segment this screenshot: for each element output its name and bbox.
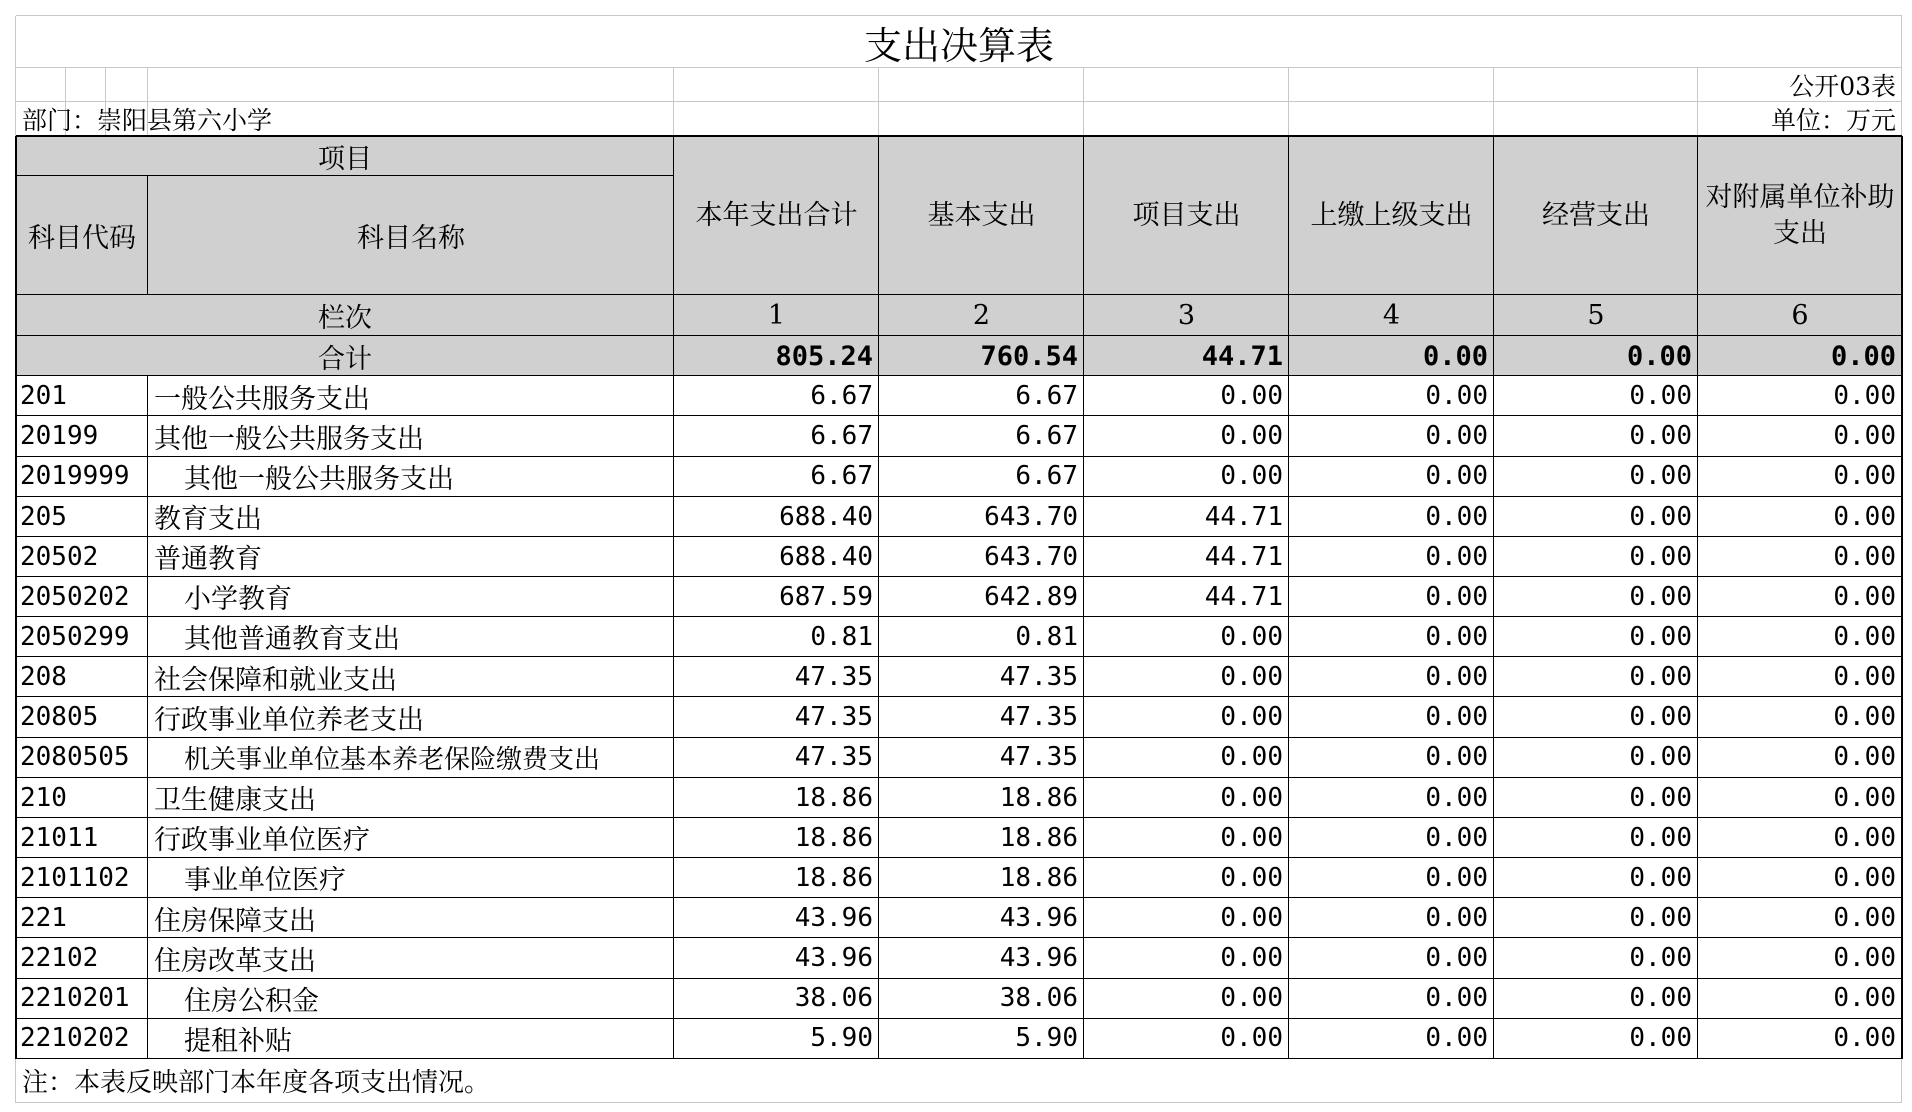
row-value: 47.35 <box>794 742 873 773</box>
row-value: 0.00 <box>1220 822 1283 853</box>
row-value: 0.00 <box>1629 461 1692 492</box>
row-value: 47.35 <box>999 702 1078 733</box>
row-value: 0.00 <box>1220 662 1283 693</box>
row-value: 0.00 <box>1425 461 1488 492</box>
row-value: 0.00 <box>1629 501 1692 532</box>
row-value: 47.35 <box>999 662 1078 693</box>
row-value: 0.00 <box>1833 943 1896 974</box>
row-value: 6.67 <box>1015 381 1078 412</box>
row-value: 38.06 <box>999 983 1078 1014</box>
row-value: 0.00 <box>1629 943 1692 974</box>
header-row-label: 栏次 <box>318 303 372 334</box>
row-value: 0.00 <box>1425 903 1488 933</box>
row-value: 18.86 <box>999 862 1078 893</box>
row-value: 47.35 <box>794 702 873 733</box>
row-value: 18.86 <box>794 822 873 853</box>
row-value: 0.00 <box>1220 782 1283 813</box>
row-value: 0.00 <box>1425 702 1488 733</box>
row-name: 小学教育 <box>184 584 292 616</box>
row-value: 44.71 <box>1204 581 1283 612</box>
total-value: 760.54 <box>980 340 1078 372</box>
row-value: 0.00 <box>1629 782 1692 813</box>
row-value: 0.00 <box>1629 581 1692 612</box>
row-value: 0.00 <box>1220 862 1283 893</box>
grid-line <box>1083 68 1084 136</box>
header-column: 基本支出 <box>927 199 1036 231</box>
row-value: 0.00 <box>1629 1023 1692 1054</box>
row-value: 0.00 <box>1220 421 1283 452</box>
table-note: 注：本表反映部门本年度各项支出情况。 <box>22 1068 491 1099</box>
row-code: 2019999 <box>20 461 130 492</box>
row-value: 0.00 <box>1425 1023 1488 1054</box>
row-value: 0.00 <box>1425 943 1488 974</box>
row-name: 卫生健康支出 <box>154 785 316 817</box>
row-value: 0.00 <box>1220 1023 1283 1054</box>
row-value: 43.96 <box>999 903 1078 933</box>
header-project: 项目 <box>318 143 372 175</box>
grid-line <box>1493 68 1494 136</box>
row-code: 21011 <box>20 822 99 853</box>
total-value: 44.71 <box>1201 340 1283 372</box>
column-number: 4 <box>1382 300 1401 331</box>
row-value: 0.00 <box>1833 621 1896 652</box>
row-code: 20199 <box>20 421 99 452</box>
row-name: 住房保障支出 <box>154 905 316 937</box>
row-code: 221 <box>20 903 67 933</box>
row-value: 43.96 <box>794 903 873 933</box>
row-value: 0.00 <box>1220 903 1283 933</box>
row-code: 201 <box>20 381 67 412</box>
row-value: 0.81 <box>810 621 873 652</box>
row-value: 0.00 <box>1833 822 1896 853</box>
row-code: 2050202 <box>20 581 130 612</box>
row-name: 其他一般公共服务支出 <box>154 423 424 455</box>
row-name: 住房公积金 <box>184 985 319 1017</box>
row-value: 0.00 <box>1425 983 1488 1014</box>
row-value: 0.00 <box>1220 381 1283 412</box>
row-value: 0.00 <box>1629 903 1692 933</box>
department-label: 部门：崇阳县第六小学 <box>22 106 273 135</box>
header-column: 对附属单位补助支出 <box>1705 181 1895 249</box>
row-name: 住房改革支出 <box>154 945 316 977</box>
row-value: 0.00 <box>1425 581 1488 612</box>
total-value: 805.24 <box>775 340 873 372</box>
row-code: 2101102 <box>20 862 130 893</box>
row-value: 0.81 <box>1015 621 1078 652</box>
row-value: 0.00 <box>1220 621 1283 652</box>
row-name: 一般公共服务支出 <box>154 383 370 415</box>
row-value: 0.00 <box>1425 381 1488 412</box>
row-value: 18.86 <box>794 862 873 893</box>
row-value: 0.00 <box>1833 461 1896 492</box>
row-value: 6.67 <box>1015 461 1078 492</box>
row-value: 43.96 <box>999 943 1078 974</box>
column-number: 1 <box>767 300 786 331</box>
row-name: 普通教育 <box>154 544 262 576</box>
row-value: 0.00 <box>1833 581 1896 612</box>
row-value: 5.90 <box>810 1023 873 1054</box>
header-column: 经营支出 <box>1542 199 1650 231</box>
row-value: 0.00 <box>1220 983 1283 1014</box>
total-value: 0.00 <box>1422 340 1488 372</box>
row-value: 688.40 <box>779 501 873 532</box>
row-value: 0.00 <box>1629 822 1692 853</box>
row-value: 0.00 <box>1833 662 1896 693</box>
row-code: 22102 <box>20 943 99 974</box>
row-value: 0.00 <box>1629 621 1692 652</box>
row-value: 0.00 <box>1833 702 1896 733</box>
row-code: 2210202 <box>20 1023 130 1054</box>
row-name: 社会保障和就业支出 <box>154 664 397 696</box>
row-value: 0.00 <box>1220 702 1283 733</box>
row-value: 0.00 <box>1629 381 1692 412</box>
row-value: 0.00 <box>1833 983 1896 1014</box>
row-code: 2210201 <box>20 983 130 1014</box>
row-value: 643.70 <box>984 501 1078 532</box>
row-value: 0.00 <box>1833 903 1896 933</box>
header-column: 项目支出 <box>1132 199 1241 231</box>
row-name: 机关事业单位基本养老保险缴费支出 <box>184 744 601 775</box>
header-column: 本年支出合计 <box>695 199 858 231</box>
row-value: 43.96 <box>794 943 873 974</box>
row-value: 0.00 <box>1833 782 1896 813</box>
row-value: 643.70 <box>984 541 1078 572</box>
row-value: 47.35 <box>794 662 873 693</box>
row-value: 6.67 <box>810 381 873 412</box>
column-number: 3 <box>1177 300 1196 331</box>
form-number: 公开03表 <box>1789 72 1896 101</box>
row-value: 18.86 <box>999 822 1078 853</box>
row-value: 0.00 <box>1833 501 1896 532</box>
row-value: 0.00 <box>1425 862 1488 893</box>
row-value: 0.00 <box>1629 862 1692 893</box>
row-value: 0.00 <box>1425 421 1488 452</box>
row-code: 205 <box>20 501 67 532</box>
row-value: 0.00 <box>1629 421 1692 452</box>
row-value: 0.00 <box>1833 381 1896 412</box>
row-name: 事业单位医疗 <box>184 865 346 897</box>
row-value: 0.00 <box>1629 742 1692 773</box>
row-value: 6.67 <box>810 421 873 452</box>
row-value: 0.00 <box>1425 541 1488 572</box>
row-value: 0.00 <box>1220 461 1283 492</box>
row-value: 38.06 <box>794 983 873 1014</box>
header-name: 科目名称 <box>357 223 465 254</box>
row-code: 2080505 <box>20 742 130 773</box>
row-value: 0.00 <box>1425 782 1488 813</box>
row-name: 行政事业单位医疗 <box>154 825 370 857</box>
row-value: 687.59 <box>779 581 873 612</box>
grid-line <box>673 68 674 136</box>
row-value: 0.00 <box>1833 742 1896 773</box>
row-name: 提租补贴 <box>184 1025 292 1057</box>
row-value: 44.71 <box>1204 541 1283 572</box>
row-value: 0.00 <box>1220 742 1283 773</box>
grid-line <box>1288 68 1289 136</box>
row-name: 其他普通教育支出 <box>184 624 400 656</box>
total-value: 0.00 <box>1626 340 1692 372</box>
page-title: 支出决算表 <box>863 23 1054 68</box>
row-value: 5.90 <box>1015 1023 1078 1054</box>
row-value: 0.00 <box>1833 1023 1896 1054</box>
row-value: 18.86 <box>999 782 1078 813</box>
row-value: 0.00 <box>1629 662 1692 693</box>
row-value: 0.00 <box>1425 621 1488 652</box>
grid-line <box>1901 136 1903 1059</box>
grid-line <box>878 68 879 136</box>
row-name: 教育支出 <box>154 504 262 535</box>
row-code: 20502 <box>20 541 99 572</box>
row-value: 18.86 <box>794 782 873 813</box>
row-name: 行政事业单位养老支出 <box>154 704 424 736</box>
row-value: 642.89 <box>984 581 1078 612</box>
row-value: 6.67 <box>810 461 873 492</box>
row-value: 0.00 <box>1833 421 1896 452</box>
row-value: 0.00 <box>1833 862 1896 893</box>
column-number: 6 <box>1791 300 1809 331</box>
header-code: 科目代码 <box>28 223 136 254</box>
row-value: 0.00 <box>1425 662 1488 693</box>
row-value: 44.71 <box>1204 501 1283 532</box>
grid-line <box>15 1059 16 1103</box>
column-number: 2 <box>972 300 991 331</box>
row-value: 0.00 <box>1220 943 1283 974</box>
row-code: 20805 <box>20 702 99 733</box>
row-code: 208 <box>20 662 67 693</box>
column-number: 5 <box>1587 300 1605 331</box>
row-value: 0.00 <box>1629 541 1692 572</box>
total-value: 0.00 <box>1830 340 1896 372</box>
row-value: 0.00 <box>1833 541 1896 572</box>
total-label: 合计 <box>318 343 372 375</box>
unit-label: 单位：万元 <box>1770 106 1896 135</box>
header-column: 上缴上级支出 <box>1310 199 1473 231</box>
row-value: 0.00 <box>1425 822 1488 853</box>
row-code: 210 <box>20 782 67 813</box>
row-value: 6.67 <box>1015 421 1078 452</box>
row-value: 0.00 <box>1425 742 1488 773</box>
row-value: 688.40 <box>779 541 873 572</box>
row-value: 47.35 <box>999 742 1078 773</box>
row-name: 其他一般公共服务支出 <box>184 463 454 495</box>
row-value: 0.00 <box>1629 702 1692 733</box>
row-code: 2050299 <box>20 621 130 652</box>
row-value: 0.00 <box>1629 983 1692 1014</box>
row-value: 0.00 <box>1425 501 1488 532</box>
